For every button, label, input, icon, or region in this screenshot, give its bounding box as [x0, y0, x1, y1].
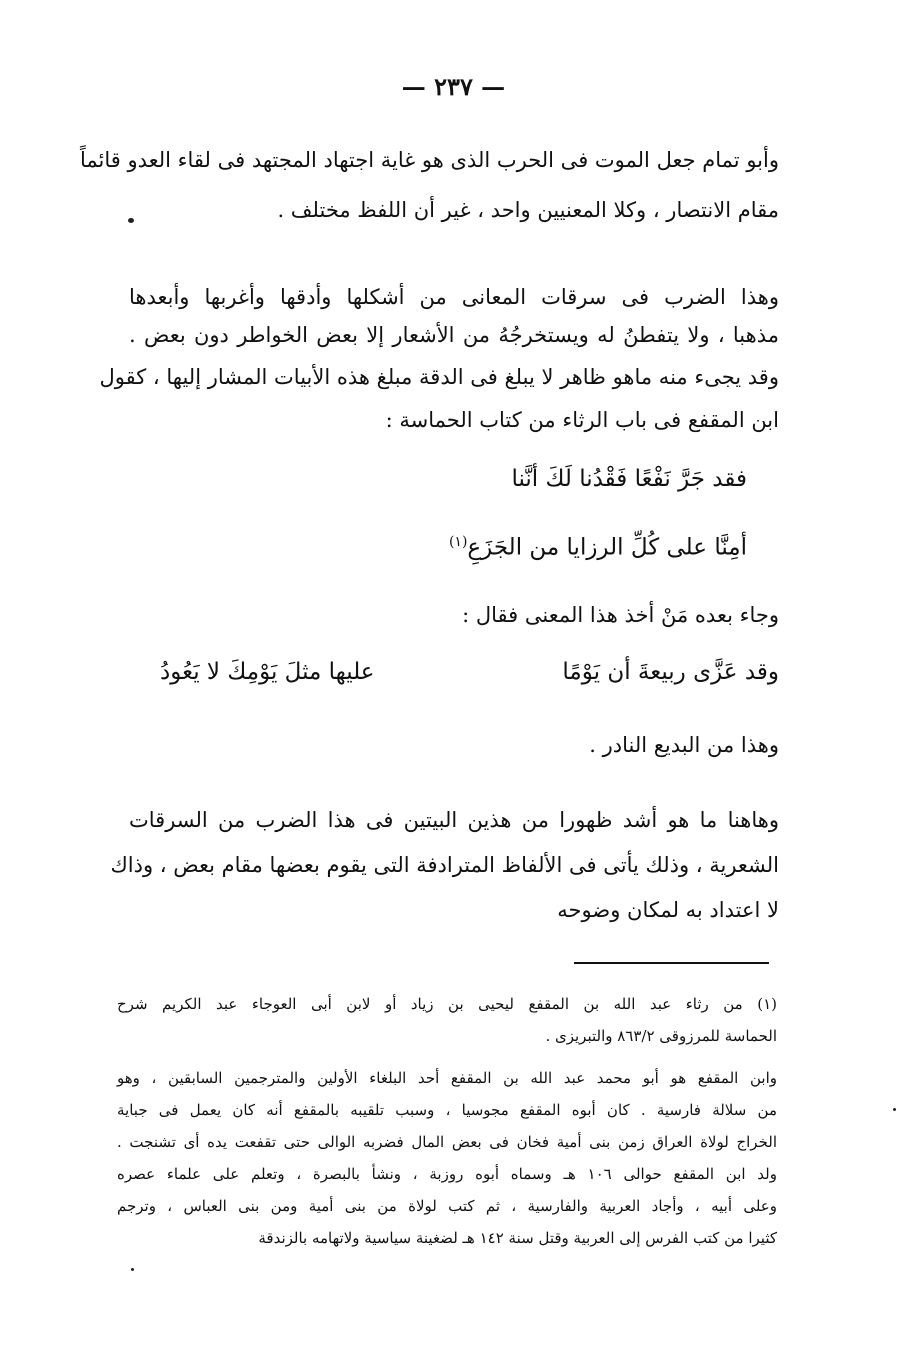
text-line: لا اعتداد به لمكان وضوحه: [557, 898, 779, 922]
text-line: وهذا الضرب فى سرقات المعانى من أشكلها وأدقها وأغربها وأبعدها: [129, 285, 779, 309]
scan-speck: [131, 1268, 134, 1271]
verse-line: [449, 525, 747, 565]
text-line: وقد يجىء منه ماهو ظاهر لا يبلغ فى الدقة مبلغ هذه الأبيات المشار إليها ، كقول: [99, 365, 779, 389]
text-line: مقام الانتصار ، وكلا المعنيين واحد ، غير أن اللفظ مختلف .: [277, 198, 779, 222]
verse-hemistich: عليها مثلَ يَوْمِكَ لا يَعُودُ: [160, 659, 375, 685]
footnote-line: الحماسة للمرزوقى ٨٦٣/٢ والتبريزى .: [545, 1027, 777, 1045]
verse-text: أمِنَّا على كُلِّ الرزايا من الجَزَعِ: [467, 534, 747, 561]
footnote-line: كثيرا من كتب الفرس إلى العربية وقتل سنة ١٤٢ هـ لضغينة سياسية ولاتهامه بالزندقة: [258, 1229, 777, 1247]
footnote-line: الخراج لولاة العراق زمن بنى أمية فخان فى بعض المال فضربه الوالى حتى تقفعت يده أى تشنجت .: [117, 1133, 777, 1151]
footnote-line: وعلى أبيه ، وأجاد العربية والفارسية ، ثم كتب لولاة من بنى أمية ومن بنى العباس ، وترجم: [117, 1197, 777, 1215]
footnote-line: وابن المقفع هو أبو محمد عبد الله بن المقفع أحد البلغاء الأولين والمترجمين السابقين ، وهو: [117, 1069, 777, 1087]
verse-hemistich: وقد عَزَّى ربيعةَ أن يَوْمًا: [562, 659, 779, 685]
text-line: وهذا من البديع النادر .: [589, 733, 779, 757]
text-line: وأبو تمام جعل الموت فى الحرب الذى هو غاية اجتهاد المجتهد فى لقاء العدو قائماً: [79, 148, 779, 172]
text-line: ابن المقفع فى باب الرثاء من كتاب الحماسة :: [385, 408, 779, 432]
footnote-separator: [574, 962, 769, 964]
footnote-line: من سلالة فارسية . كان أبوه المقفع مجوسيا ، وسبب تلقيبه بالمقفع أنه كان يعمل فى جباية: [117, 1101, 777, 1119]
scan-speck: [893, 1108, 896, 1111]
text-line: وجاء بعده مَنْ أخذ هذا المعنى فقال :: [462, 603, 779, 627]
text-line: مذهبا ، ولا يتفطنُ له ويستخرجُهُ من الأشعار إلا بعض الخواطر دون بعض .: [129, 323, 779, 347]
page-number: — ٢٣٧ —: [401, 72, 506, 101]
verse-line: فقد جَرَّ نَفْعًا فَقْدُنا لَكَ أنَّنا: [511, 466, 747, 492]
text-line: الشعرية ، وذلك يأتى فى الألفاظ المترادفة التى يقوم بعضها مقام بعض ، وذاك: [110, 853, 779, 877]
footnote-line: ولد ابن المقفع حوالى ١٠٦ هـ وسماه أبوه روزبة ، ونشأ بالبصرة ، وتعلم على علماء عصره: [117, 1165, 777, 1183]
text-line: وهاهنا ما هو أشد ظهورا من هذين البيتين فى هذا الضرب من السرقات: [129, 808, 779, 832]
footnote-line: (١) من رثاء عبد الله بن المقفع ليحيى بن زياد أو لابن أبى العوجاء عبد الكريم شرح: [117, 995, 777, 1013]
scan-speck: [128, 218, 134, 223]
footnote-marker: (١): [448, 534, 468, 550]
